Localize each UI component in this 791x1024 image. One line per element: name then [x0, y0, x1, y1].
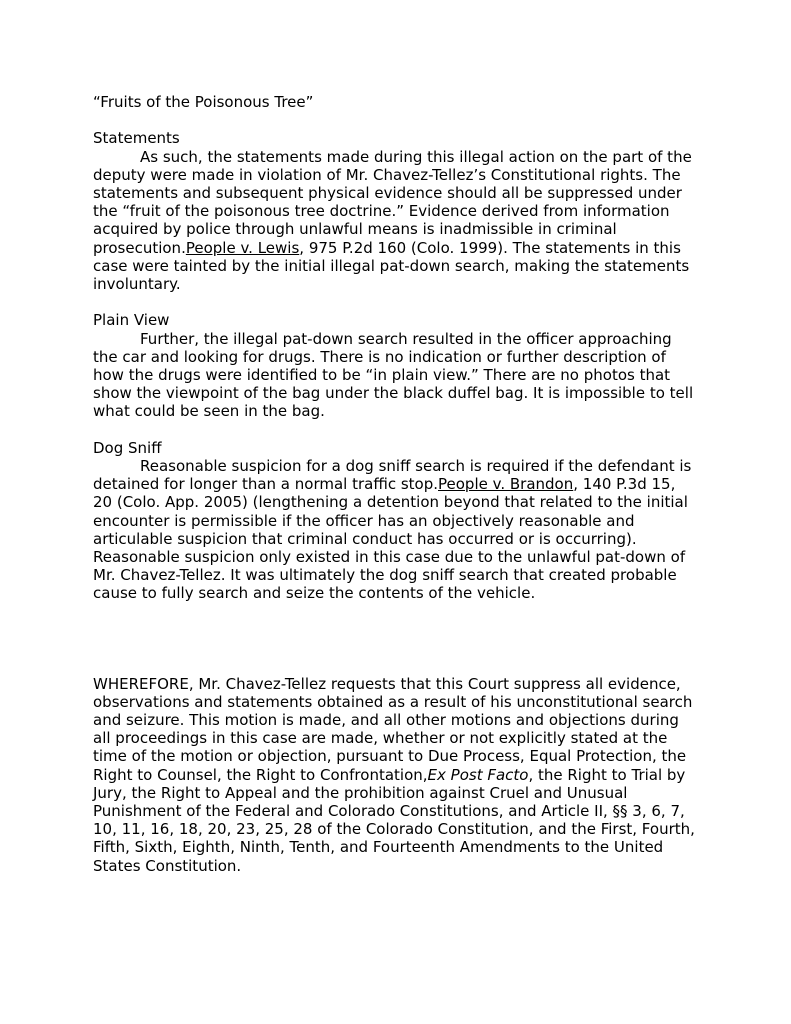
section-heading-dog-sniff: Dog Sniff [93, 438, 162, 457]
spacer [93, 111, 699, 129]
body-text: , the Right to Trial by Jury, the Right to Appeal and the prohibition against Cruel and Unusual Punishment of the Federal and Colorado Constitutions, and Article II, §§ 3, 6, 7, 10, 11, 16, 18, 20, 23, 25, 28 of the Colorado Constitution, and the First, Fourth, Fifth, Sixth, Eighth, Ninth, Tenth, and Fourteenth Amendments to the United States Constitution. [93, 765, 695, 875]
body-text: Further, the illegal pat-down search resulted in the officer approaching the car and looking for drugs. There is no indication or further description of how the drugs were identified to be “in plain view.” There are no photos that show the viewpoint of the bag under the black duffel bag. It is impossible to tell what could be seen in the bag. [93, 329, 694, 421]
spacer [93, 603, 699, 675]
spacer [93, 421, 699, 439]
body-text: Reasonable suspicion for a dog sniff search is required if the defendant is detained for longer than a normal traffic stop. [93, 457, 692, 494]
body-text: , 975 P.2d 160 (Colo. 1999). The statements in this case were tainted by the initial illegal pat-down search, making the statements involuntary. [93, 238, 690, 294]
section-heading-plain-view: Plain View [93, 311, 170, 330]
body-text: WHEREFORE, Mr. Chavez-Tellez requests that this Court suppress all evidence, observations and statements obtained as a result of his unconstitutional search and seizure. This motion is made, and all other motions and objections during all proceedings in this case are made, whether or not explicitly stated at the time of the motion or objection, pursuant to Due Process, Equal Protection, the Right to Counsel, the Right to Confrontation, [93, 674, 693, 784]
spacer [93, 293, 699, 311]
body-text: As such, the statements made during this illegal action on the part of the deputy were made in violation of Mr. Chavez-Tellez’s Constitutional rights. The statements and subsequent physical evidence should all be suppressed under the “fruit of the poisonous tree doctrine.” Evidence derived from information acquired by police through unlawful means is inadmissible in criminal prosecution. [93, 147, 692, 257]
document-page [93, 93, 699, 875]
case-citation: People v. Brandon [438, 475, 574, 494]
section-body-statements [93, 148, 699, 294]
section-body-dog-sniff [93, 457, 699, 603]
body-text: , 140 P.3d 15, 20 (Colo. App. 2005) (lengthening a detention beyond that related to the initial encounter is permissible if the officer has an objectively reasonable and articulable suspicion that criminal conduct has occurred or is occurring). Reasonable suspicion only existed in this case due to the unlawful pat-down of Mr. Chavez-Tellez. It was ultimately the dog sniff search that created probable cause to fully search and seize the contents of the vehicle. [93, 475, 688, 603]
case-citation: People v. Lewis [185, 238, 300, 257]
section-heading-statements: Statements [93, 129, 180, 148]
wherefore-paragraph [93, 675, 699, 875]
italic-term: Ex Post Facto [427, 765, 529, 784]
document-title: “Fruits of the Poisonous Tree” [93, 93, 314, 111]
section-body-plain-view [93, 330, 699, 421]
